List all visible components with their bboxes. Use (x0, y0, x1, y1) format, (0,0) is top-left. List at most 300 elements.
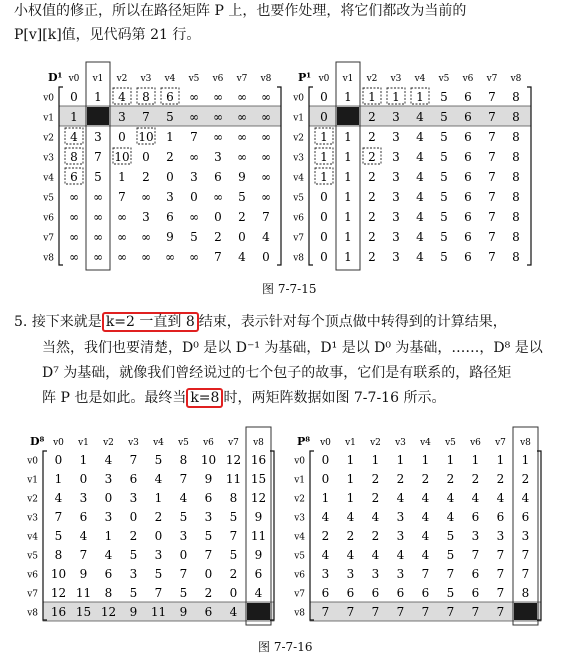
row-header: v8 (43, 253, 54, 264)
paragraph-line (42, 389, 445, 407)
matrix-cell: ∞ (213, 89, 223, 104)
matrix-cell: 5 (440, 229, 448, 244)
matrix-cell: 3 (392, 149, 400, 164)
matrix-cell: 15 (250, 472, 267, 487)
matrix-cell: 4 (346, 548, 355, 563)
row-header: v3 (43, 153, 54, 164)
matrix-bracket-left (310, 451, 314, 620)
matrix-cell: 6 (166, 209, 174, 224)
matrix-cell: 2 (321, 529, 330, 544)
matrix-cell: 11 (225, 472, 242, 487)
matrix-cell: 3 (190, 169, 198, 184)
matrix-cell: 4 (396, 491, 405, 506)
row-header: v4 (293, 173, 304, 184)
matrix-cell: 1 (346, 453, 355, 468)
matrix-cell: 1 (471, 453, 480, 468)
matrix-cell: 3 (321, 567, 330, 582)
matrix-cell: 6 (496, 510, 505, 525)
matrix-cell: 4 (371, 548, 380, 563)
row-header: v1 (43, 113, 54, 124)
matrix-cell: ∞ (141, 229, 151, 244)
matrix-cell: ∞ (69, 249, 79, 264)
row-header: v7 (43, 233, 54, 244)
matrix-cell: 7 (471, 605, 480, 620)
column-header: v8 (260, 74, 272, 84)
matrix-cell: 8 (70, 149, 78, 164)
matrix-cell: 7 (396, 605, 405, 620)
row-header: v4 (294, 532, 305, 543)
matrix-cell: ∞ (261, 169, 271, 184)
matrix-cell: 3 (392, 169, 400, 184)
matrix-cell: ∞ (69, 229, 79, 244)
matrix-cell: 0 (79, 472, 88, 487)
row-header: v6 (294, 570, 305, 581)
matrix-cell: 8 (104, 586, 113, 601)
matrix-cell: 5 (54, 529, 63, 544)
matrix-cell: 1 (118, 169, 126, 184)
column-header: v5 (445, 438, 456, 448)
highlight-k-range: k=2 一直到 8 (102, 312, 199, 332)
matrix-cell: 1 (104, 529, 113, 544)
matrix-cell: 7 (521, 548, 530, 563)
column-header: v1 (342, 74, 354, 84)
matrix-cell: 7 (446, 605, 455, 620)
matrix-cell: 4 (321, 510, 330, 525)
matrix-cell: ∞ (261, 189, 271, 204)
matrix-bracket-left (43, 451, 47, 620)
highlight-k8: k=8 (186, 388, 223, 408)
matrix-cell: 3 (204, 510, 213, 525)
matrix-cell: 2 (368, 149, 376, 164)
row-header: v6 (27, 570, 38, 581)
matrix-cell: ∞ (141, 189, 151, 204)
matrix-cell: 5 (238, 189, 246, 204)
matrix-cell: 3 (392, 109, 400, 124)
matrix-cell: 7 (446, 567, 455, 582)
matrix-cell: 3 (396, 567, 405, 582)
matrix-cell: 2 (154, 510, 163, 525)
item-number: 5. (14, 314, 28, 330)
matrix-cell: ∞ (261, 89, 271, 104)
matrix-cell: 8 (512, 89, 520, 104)
matrix-cell: 7 (79, 548, 88, 563)
matrix-cell: 2 (471, 472, 480, 487)
row-header: v2 (294, 494, 305, 505)
matrix-cell: 7 (496, 567, 505, 582)
row-header: v3 (27, 513, 38, 524)
matrix-cell: 1 (421, 453, 430, 468)
matrix-cell: 1 (344, 249, 352, 264)
matrix-cell: 6 (464, 89, 472, 104)
matrix-cell: 7 (179, 567, 188, 582)
matrix-cell: ∞ (69, 189, 79, 204)
matrix-cell: 7 (262, 209, 270, 224)
column-header: v0 (318, 74, 330, 84)
row-header: v5 (27, 551, 38, 562)
matrix-cell: 3 (129, 491, 138, 506)
matrix-cell: 4 (421, 529, 430, 544)
matrix-cell: ∞ (117, 229, 127, 244)
matrix-cell: 5 (440, 89, 448, 104)
paragraph-line (14, 26, 200, 44)
row-header: v8 (294, 608, 305, 619)
matrix-cell: 6 (464, 109, 472, 124)
matrix-cell: 4 (79, 529, 88, 544)
matrix-cell: 8 (512, 249, 520, 264)
row-header: v5 (43, 193, 54, 204)
matrix-cell: 6 (396, 586, 405, 601)
matrix-cell: 4 (416, 109, 424, 124)
matrix-cell: 4 (396, 548, 405, 563)
matrix-cell: 0 (129, 510, 138, 525)
matrix-cell: 5 (129, 586, 138, 601)
matrix-cell: 5 (440, 189, 448, 204)
matrix-cell: 2 (129, 529, 138, 544)
matrix-cell: 12 (250, 491, 267, 506)
matrix-cell: ∞ (93, 249, 103, 264)
paragraph-line (14, 2, 466, 20)
matrix-cell: 6 (471, 586, 480, 601)
matrix-cell: 9 (254, 510, 263, 525)
text-p5a-pre: 接下来就是 (31, 314, 102, 330)
matrix-cell: 7 (179, 472, 188, 487)
matrix-cell: 0 (238, 229, 246, 244)
matrix-cell: 5 (154, 453, 163, 468)
matrix-cell: 4 (521, 491, 530, 506)
matrix-D8 (28, 433, 278, 623)
matrix-cell: 5 (154, 567, 163, 582)
matrix-cell: 10 (50, 567, 67, 582)
text-p5b: 当然，我们也要清楚，D⁰ 是以 D⁻¹ 为基础，D¹ 是以 D⁰ 为基础，……，D⁸ 是以 (42, 340, 543, 356)
matrix-cell: 4 (179, 491, 188, 506)
matrix-cell: 3 (496, 529, 505, 544)
matrix-cell: ∞ (117, 209, 127, 224)
matrix-cell: 3 (392, 249, 400, 264)
matrix-cell: ∞ (189, 249, 199, 264)
matrix-cell: 6 (166, 89, 174, 104)
matrix-cell: 0 (54, 453, 63, 468)
matrix-cell: 5 (190, 229, 198, 244)
matrix-cell: 3 (94, 129, 102, 144)
row-header: v7 (293, 233, 304, 244)
matrix-cell: 6 (346, 586, 355, 601)
column-header: v8 (520, 438, 531, 448)
matrix-cell: 0 (320, 249, 328, 264)
matrix-title: D⁸ (30, 435, 45, 448)
row-header: v8 (293, 253, 304, 264)
matrix-cell: 8 (142, 89, 150, 104)
matrix-cell: 4 (262, 229, 270, 244)
matrix-cell: 5 (440, 169, 448, 184)
matrix-cell: 2 (396, 472, 405, 487)
matrix-cell: 5 (440, 129, 448, 144)
matrix-cell: 1 (344, 189, 352, 204)
matrix-cell: 7 (371, 605, 380, 620)
matrix-cell: 5 (229, 510, 238, 525)
matrix-cell: 2 (496, 472, 505, 487)
matrix-cell: ∞ (237, 149, 247, 164)
matrix-title: D¹ (48, 71, 63, 84)
matrix-cell: 1 (371, 453, 380, 468)
matrix-cell: 3 (392, 129, 400, 144)
matrix-cell: 4 (421, 510, 430, 525)
matrix-cell: ∞ (213, 189, 223, 204)
matrix-cell: 5 (440, 209, 448, 224)
matrix-cell: 9 (238, 169, 246, 184)
column-header: v7 (236, 74, 248, 84)
matrix-cell: 7 (190, 129, 198, 144)
column-header: v4 (164, 74, 176, 84)
matrix-cell: 6 (214, 169, 222, 184)
matrix-cell: 2 (368, 109, 376, 124)
matrix-cell: 5 (440, 249, 448, 264)
matrix-cell: 7 (488, 109, 496, 124)
matrix-cell: 2 (368, 129, 376, 144)
matrix-cell: 4 (416, 149, 424, 164)
matrix-cell: 7 (94, 149, 102, 164)
matrix-cell: 7 (54, 510, 63, 525)
matrix-cell: 2 (371, 491, 380, 506)
matrix-cell: ∞ (165, 249, 175, 264)
text-p1a: 小权值的修正，所以在路径矩阵 P 上，也要作处理，将它们都改为当前的 (14, 3, 467, 19)
row-header: v3 (294, 513, 305, 524)
matrix-cell: 1 (344, 89, 352, 104)
matrix-cell: 6 (204, 491, 213, 506)
matrix-cell: 4 (416, 129, 424, 144)
matrix-cell: 1 (496, 453, 505, 468)
matrix-cell: 5 (204, 529, 213, 544)
matrix-cell: 7 (471, 548, 480, 563)
column-header: v6 (462, 74, 474, 84)
matrix-cell: 0 (104, 491, 113, 506)
matrix-cell: 11 (150, 605, 167, 620)
matrix-cell: 4 (416, 209, 424, 224)
matrix-cell: 6 (464, 229, 472, 244)
matrix-cell: 9 (254, 548, 263, 563)
matrix-cell: 7 (488, 169, 496, 184)
column-header: v1 (345, 438, 356, 448)
matrix-cell: 1 (154, 491, 163, 506)
matrix-title: P⁸ (297, 435, 311, 448)
matrix-cell: 0 (166, 169, 174, 184)
matrix-cell: 7 (496, 605, 505, 620)
matrix-cell: 1 (346, 491, 355, 506)
matrix-cell: 3 (166, 189, 174, 204)
matrix-cell: 3 (118, 109, 126, 124)
row-header: v5 (294, 551, 305, 562)
matrix-cell: 6 (471, 567, 480, 582)
matrix-cell: 3 (104, 472, 113, 487)
matrix-cell: 4 (104, 453, 113, 468)
matrix-cell: 0 (70, 89, 78, 104)
row-header: v0 (27, 456, 38, 467)
matrix-cell: ∞ (141, 249, 151, 264)
matrix-cell: 3 (154, 548, 163, 563)
column-header: v4 (153, 438, 164, 448)
matrix-cell: 8 (512, 169, 520, 184)
matrix-cell: 7 (421, 567, 430, 582)
matrix-cell: 7 (521, 567, 530, 582)
matrix-cell: 5 (446, 586, 455, 601)
matrix-cell: 6 (79, 510, 88, 525)
paragraph-line (42, 364, 511, 382)
matrix-cell: 6 (464, 149, 472, 164)
dark-cell (337, 107, 359, 125)
matrix-cell: 2 (421, 472, 430, 487)
matrix-cell: 3 (396, 510, 405, 525)
matrix-title: P¹ (298, 71, 312, 84)
matrix-cell: 8 (512, 149, 520, 164)
column-header: v5 (178, 438, 189, 448)
matrix-cell: 2 (368, 189, 376, 204)
matrix-cell: 1 (344, 229, 352, 244)
matrix-cell: 7 (488, 89, 496, 104)
column-header: v2 (370, 438, 381, 448)
matrix-cell: 12 (100, 605, 117, 620)
matrix-cell: 1 (344, 209, 352, 224)
matrix-cell: 7 (496, 548, 505, 563)
matrix-cell: 16 (250, 453, 267, 468)
matrix-cell: 16 (50, 605, 67, 620)
matrix-cell: 7 (488, 229, 496, 244)
matrix-cell: ∞ (93, 209, 103, 224)
matrix-cell: 1 (416, 89, 424, 104)
text-p1b: P[v][k]值，见代码第 21 行。 (14, 27, 201, 43)
matrix-cell: 6 (464, 169, 472, 184)
matrix-cell: 1 (344, 149, 352, 164)
column-header: v2 (366, 74, 378, 84)
matrix-cell: 1 (79, 453, 88, 468)
row-header: v1 (294, 475, 305, 486)
matrix-cell: 4 (321, 548, 330, 563)
matrix-cell: 1 (166, 129, 174, 144)
column-header: v0 (68, 74, 80, 84)
matrix-cell: 2 (446, 472, 455, 487)
matrix-cell: 6 (254, 567, 263, 582)
matrix-cell: 15 (75, 605, 92, 620)
matrix-cell: 6 (464, 189, 472, 204)
matrix-cell: 0 (321, 472, 330, 487)
matrix-cell: 1 (344, 169, 352, 184)
column-header: v3 (390, 74, 402, 84)
matrix-cell: 1 (70, 109, 78, 124)
matrix-cell: 6 (204, 605, 213, 620)
matrix-cell: 4 (471, 491, 480, 506)
matrix-cell: ∞ (189, 89, 199, 104)
matrix-cell: 2 (166, 149, 174, 164)
matrix-cell: 4 (416, 249, 424, 264)
matrix-cell: 11 (75, 586, 92, 601)
matrix-cell: 2 (371, 529, 380, 544)
matrix-cell: 6 (321, 586, 330, 601)
matrix-cell: 12 (50, 586, 67, 601)
column-header: v5 (438, 74, 450, 84)
matrix-cell: 6 (104, 567, 113, 582)
matrix-cell: 2 (229, 567, 238, 582)
matrix-cell: 3 (396, 529, 405, 544)
column-header: v0 (320, 438, 331, 448)
row-header: v2 (27, 494, 38, 505)
matrix-cell: 3 (142, 209, 150, 224)
matrix-cell: ∞ (93, 189, 103, 204)
matrix-cell: ∞ (117, 249, 127, 264)
matrix-cell: 4 (416, 229, 424, 244)
matrix-cell: 4 (416, 189, 424, 204)
matrix-cell: 4 (421, 548, 430, 563)
row-header: v3 (293, 153, 304, 164)
matrix-cell: 1 (446, 453, 455, 468)
matrix-cell: 3 (104, 510, 113, 525)
matrix-cell: ∞ (261, 149, 271, 164)
matrix-cell: 8 (54, 548, 63, 563)
matrix-cell: ∞ (261, 129, 271, 144)
row-header: v2 (293, 133, 304, 144)
row-header: v4 (43, 173, 54, 184)
column-header: v1 (78, 438, 89, 448)
matrix-cell: 3 (179, 529, 188, 544)
matrix-P1 (293, 68, 534, 268)
matrix-cell: 6 (471, 510, 480, 525)
matrix-cell: 2 (214, 229, 222, 244)
matrix-cell: 6 (464, 209, 472, 224)
matrix-cell: 9 (204, 472, 213, 487)
matrix-cell: 6 (421, 586, 430, 601)
matrix-cell: 9 (129, 605, 138, 620)
matrix-cell: ∞ (213, 129, 223, 144)
dark-cell (247, 603, 270, 620)
matrix-cell: 8 (512, 229, 520, 244)
dark-cell (87, 107, 109, 125)
matrix-cell: 5 (440, 109, 448, 124)
matrix-cell: 7 (496, 586, 505, 601)
matrix-cell: 2 (368, 229, 376, 244)
matrix-cell: 7 (321, 605, 330, 620)
column-header: v2 (116, 74, 128, 84)
matrix-cell: 1 (94, 89, 102, 104)
matrix-cell: ∞ (261, 109, 271, 124)
matrix-cell: 1 (54, 472, 63, 487)
matrix-cell: 3 (471, 529, 480, 544)
matrix-cell: 1 (521, 453, 530, 468)
matrix-cell: 7 (204, 548, 213, 563)
matrix-cell: 4 (421, 491, 430, 506)
figure-caption: 图 7-7-15 (262, 282, 317, 296)
matrix-cell: 0 (204, 567, 213, 582)
matrix-cell: 0 (190, 189, 198, 204)
matrix-cell: 0 (321, 453, 330, 468)
matrix-cell: 1 (320, 149, 328, 164)
matrix-cell: 7 (129, 453, 138, 468)
matrix-cell: 7 (488, 189, 496, 204)
matrix-cell: 9 (166, 229, 174, 244)
matrix-cell: 0 (320, 89, 328, 104)
matrix-cell: 7 (142, 109, 150, 124)
matrix-cell: 0 (118, 129, 126, 144)
column-header: v8 (253, 438, 264, 448)
column-header: v7 (495, 438, 506, 448)
matrix-cell: 0 (320, 189, 328, 204)
column-header: v6 (470, 438, 481, 448)
row-header: v1 (293, 113, 304, 124)
column-header: v4 (420, 438, 431, 448)
row-header: v5 (293, 193, 304, 204)
row-header: v0 (294, 456, 305, 467)
matrix-cell: 6 (521, 510, 530, 525)
matrix-cell: 3 (79, 491, 88, 506)
text-p5c: D⁷ 为基础，就像我们曾经说过的七个包子的故事，它们是有联系的，路径矩 (42, 365, 512, 381)
matrix-cell: 3 (214, 149, 222, 164)
matrix-cell: 8 (512, 109, 520, 124)
